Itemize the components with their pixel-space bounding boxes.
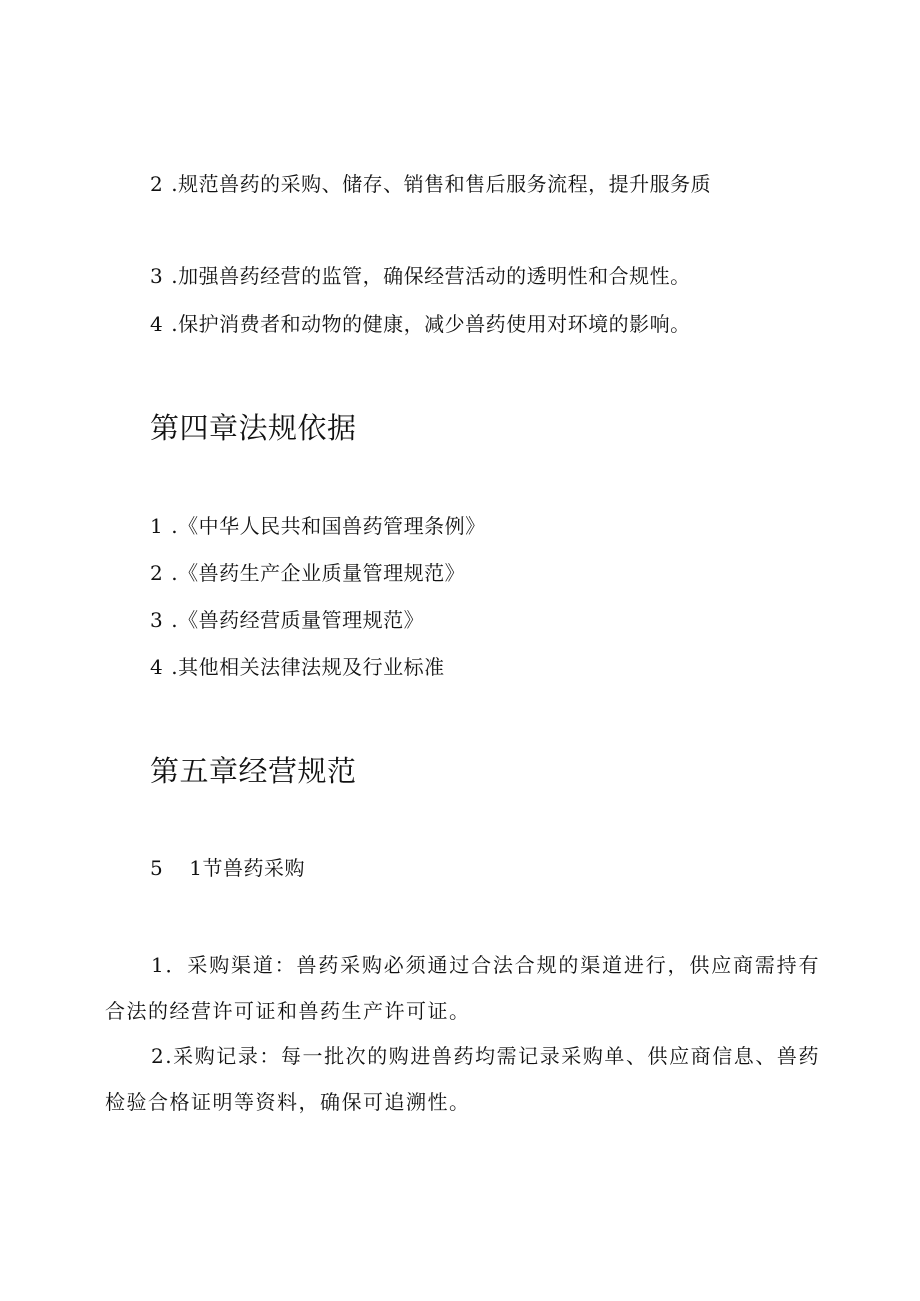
- regulation-item-4: [150, 653, 445, 681]
- regulation-item-number: 2: [150, 561, 164, 585]
- regulation-item-text: .《兽药生产企业质量管理规范》: [171, 561, 466, 585]
- goal-item-text: .规范兽药的采购、储存、销售和售后服务流程，提升服务质: [171, 172, 712, 196]
- goal-item-text: .加强兽药经营的监管，确保经营活动的透明性和合规性。: [171, 264, 691, 288]
- goal-item-text: .保护消费者和动物的健康，减少兽药使用对环境的影响。: [171, 312, 691, 336]
- goal-item-2: [150, 170, 711, 198]
- section-heading: [150, 854, 305, 882]
- goal-item-number: 3: [150, 264, 164, 288]
- regulation-item-text: .《中华人民共和国兽药管理条例》: [171, 514, 486, 538]
- goal-item-3: [150, 262, 691, 290]
- regulation-item-number: 4: [150, 655, 164, 679]
- regulation-item-text: .其他相关法律法规及行业标准: [171, 655, 445, 679]
- procurement-paragraph-2: 2.采购记录：每一批次的购进兽药均需记录采购单、供应商信息、兽药检验合格证明等资料，确保可追溯性。: [105, 1044, 820, 1114]
- section-number: 5: [150, 856, 164, 880]
- regulation-item-1: [150, 512, 486, 540]
- goal-item-4: [150, 310, 691, 338]
- regulation-item-number: 1: [150, 514, 164, 538]
- regulation-item-text: .《兽药经营质量管理规范》: [171, 608, 425, 632]
- goal-item-number: 4: [150, 312, 164, 336]
- regulation-item-number: 3: [150, 608, 164, 632]
- regulation-item-2: [150, 559, 465, 587]
- goal-item-number: 2: [150, 172, 164, 196]
- section-title: 1节兽药采购: [189, 856, 305, 880]
- procurement-paragraph-1: 1．采购渠道：兽药采购必须通过合法合规的渠道进行，供应商需持有合法的经营许可证和兽药生产许可证。: [105, 953, 820, 1023]
- regulation-item-3: [150, 606, 424, 634]
- chapter-4-title: 第四章法规依据: [150, 411, 357, 445]
- chapter-5-title: 第五章经营规范: [150, 754, 357, 788]
